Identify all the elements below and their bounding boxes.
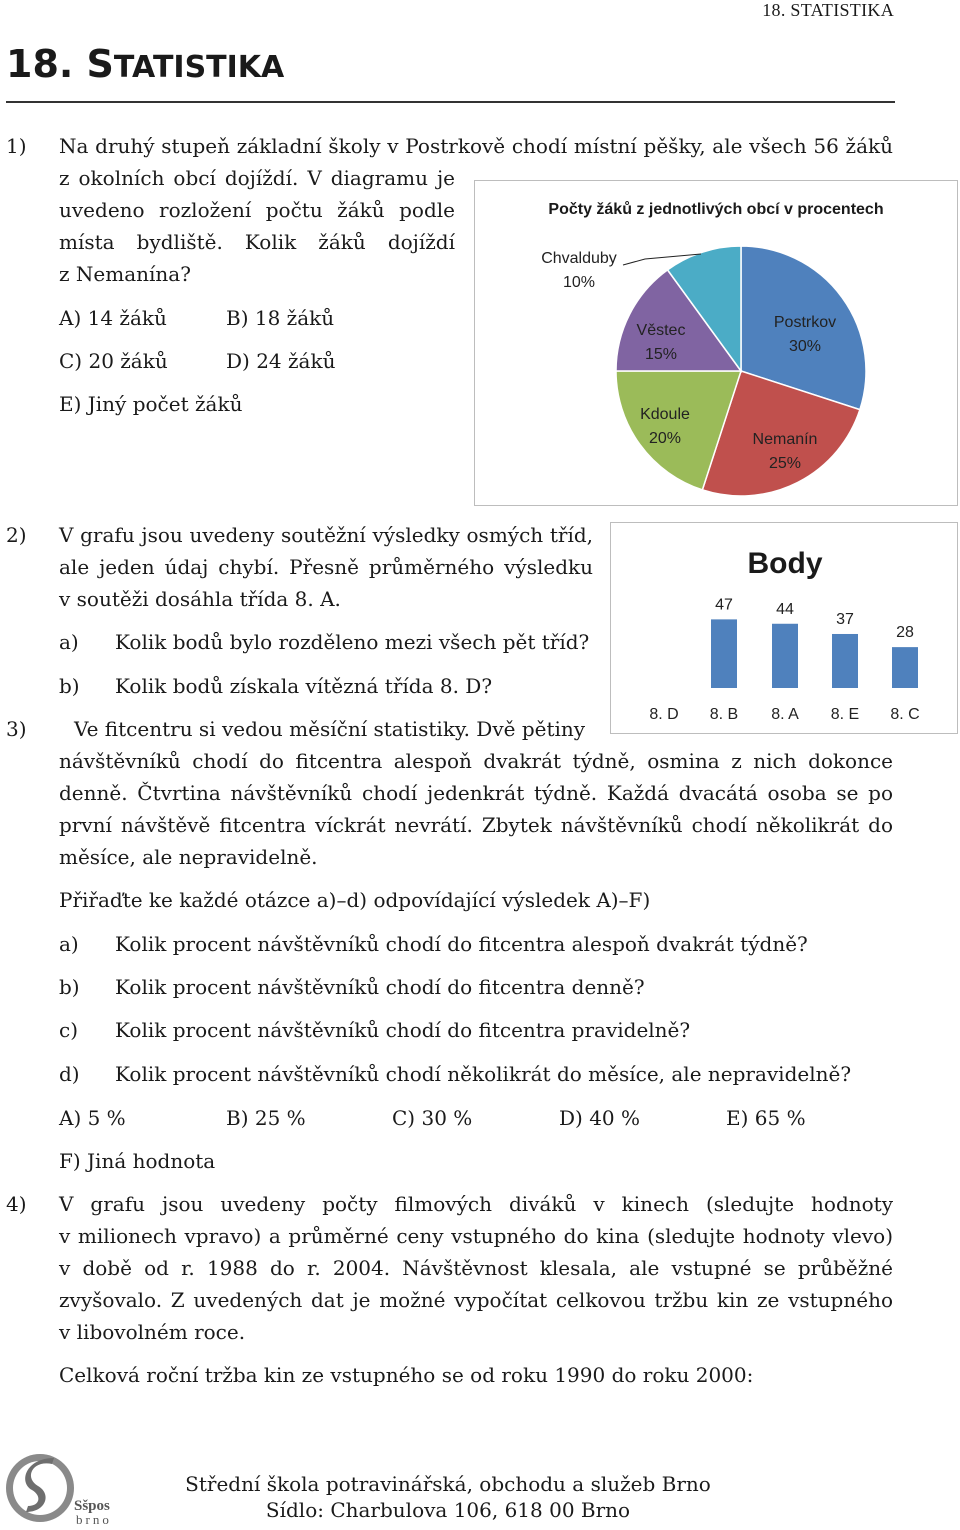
pie-slice-value: 25% — [768, 455, 802, 472]
pie-slice-value: 30% — [788, 338, 822, 355]
q1-option: C) 20 žáků — [59, 349, 168, 373]
q3-number: 3) — [6, 717, 27, 741]
q3-sub-text: Kolik procent návštěvníků chodí několikrát do měsíce, ale nepravidelně? — [115, 1062, 852, 1086]
q4-line: Celková roční tržba kin ze vstupného se od roku 1990 do roku 2000: — [59, 1363, 754, 1387]
footer-address: Sídlo: Charbulova 106, 618 00 Brno — [265, 1498, 631, 1522]
q2-line: v soutěži dosáhla třída 8. A. — [59, 587, 341, 611]
q3-answer: E) 65 % — [726, 1106, 806, 1130]
bar-category-label: 8. B — [709, 706, 739, 723]
logo-text: brno — [76, 1512, 112, 1526]
q1-option: B) 18 žáků — [226, 306, 335, 330]
q2-sub-label: b) — [59, 674, 80, 698]
q1-line: z okolních obcí dojíždí. V diagramu je — [59, 166, 455, 190]
page-title: 18. STATISTIKA — [6, 42, 285, 86]
pie-chart — [475, 181, 957, 505]
q3-sub-text: Kolik procent návštěvníků chodí do fitcentra alespoň dvakrát týdně? — [115, 932, 808, 956]
q4-line: v libovolném roce. — [59, 1320, 246, 1344]
q2-sub-text: Kolik bodů bylo rozděleno mezi všech pět tříd? — [115, 630, 590, 654]
q1-option: A) 14 žáků — [59, 306, 167, 330]
q1-number: 1) — [6, 134, 27, 158]
q4-line: zvyšovalo. Z uvedených dat je možné vypočítat celkovou tržbu kin ze vstupného — [59, 1288, 893, 1312]
school-logo — [2, 1450, 120, 1526]
pie-slice-value: 15% — [644, 346, 678, 363]
bar-chart-frame — [610, 522, 958, 734]
bar-category-label: 8. D — [649, 706, 679, 723]
q4-line: V grafu jsou uvedeny počty filmových diváků v kinech (sledujte hodnoty — [59, 1192, 893, 1216]
q2-number: 2) — [6, 523, 27, 547]
bar-8a — [772, 624, 798, 688]
q3-sub-label: b) — [59, 975, 80, 999]
q1-line: uvedeno rozložení počtu žáků podle — [59, 198, 455, 222]
q4-line: v milionech vpravo) a průměrné ceny vstupného do kina (sledujte hodnoty vlevo) — [59, 1224, 893, 1248]
bar-category-label: 8. C — [890, 706, 920, 723]
q3-line: první návštěvě fitcentra víckrát nevrátí. Zbytek návštěvníků chodí několikrát do — [59, 813, 893, 837]
bar-8e — [832, 634, 858, 688]
q3-answer: A) 5 % — [59, 1106, 126, 1130]
pie-slice-label: Chvalduby — [541, 250, 617, 267]
pie-slice-label: Nemanín — [752, 431, 818, 448]
q2-sub-text: Kolik bodů získala vítězná třída 8. D? — [115, 674, 493, 698]
pie-slice-label: Postrkov — [773, 314, 837, 331]
q1-line: místa bydliště. Kolik žáků dojíždí — [59, 230, 455, 254]
q4-number: 4) — [6, 1192, 27, 1216]
footer-school-name: Střední škola potravinářská, obchodu a služeb Brno — [185, 1472, 711, 1496]
q3-line: denně. Čtvrtina návštěvníků chodí jedenkrát týdně. Každá dvacátá osoba se po — [59, 781, 893, 805]
q3-answer: C) 30 % — [392, 1106, 473, 1130]
q1-line: Na druhý stupeň základní školy v Postrkově chodí místní pěšky, ale všech 56 žáků — [59, 134, 893, 158]
pie-chart-title: Počty žáků z jednotlivých obcí v procentech — [548, 201, 884, 218]
logo-text: Sšpos — [74, 1498, 110, 1514]
bar-8b — [711, 619, 737, 688]
bar-value-label: 28 — [896, 624, 914, 642]
bar-value-label: 44 — [776, 600, 794, 618]
pie-slice-label: Věstec — [636, 322, 686, 339]
q3-answer: B) 25 % — [226, 1106, 306, 1130]
bar-value-label: 47 — [715, 596, 733, 614]
title-rule — [6, 101, 895, 103]
q3-line: Ve fitcentru si vedou měsíční statistiky. Dvě pětiny — [74, 717, 586, 741]
q2-line: ale jeden údaj chybí. Přesně průměrného výsledku — [59, 555, 593, 579]
running-header: 18. STATISTIKA — [762, 0, 894, 20]
pie-chart-frame — [474, 180, 958, 506]
bar-chart — [611, 523, 957, 733]
q3-instruction: Přiřaďte ke každé otázce a)–d) odpovídající výsledek A)–F) — [59, 888, 651, 912]
q3-sub-text: Kolik procent návštěvníků chodí do fitcentra pravidelně? — [115, 1018, 691, 1042]
q3-answer: D) 40 % — [559, 1106, 641, 1130]
q2-line: V grafu jsou uvedeny soutěžní výsledky osmých tříd, — [59, 523, 593, 547]
q1-option: E) Jiný počet žáků — [59, 392, 243, 416]
bar-8c — [892, 647, 918, 688]
bar-category-label: 8. A — [771, 706, 799, 723]
bar-value-label: 37 — [836, 610, 854, 628]
bar-chart-title: Body — [747, 547, 823, 580]
pie-slice-value: 20% — [648, 430, 682, 447]
pie-slice-label: Kdoule — [640, 406, 690, 423]
q3-line: měsíce, ale nepravidelně. — [59, 845, 318, 869]
q2-sub-label: a) — [59, 630, 79, 654]
q3-sub-text: Kolik procent návštěvníků chodí do fitcentra denně? — [115, 975, 645, 999]
q1-line: z Nemanína? — [59, 262, 191, 286]
q3-sub-label: a) — [59, 932, 79, 956]
q1-option: D) 24 žáků — [226, 349, 336, 373]
q3-sub-label: c) — [59, 1018, 79, 1042]
q4-line: v době od r. 1988 do r. 2004. Návštěvnost klesala, ale vstupné se průběžné — [59, 1256, 893, 1280]
q3-sub-label: d) — [59, 1062, 80, 1086]
pie-slice-value: 10% — [562, 274, 596, 291]
q3-answer: F) Jiná hodnota — [59, 1149, 216, 1173]
q3-line: návštěvníků chodí do fitcentra alespoň dvakrát týdně, osmina z nich dokonce — [59, 749, 893, 773]
bar-category-label: 8. E — [830, 706, 860, 723]
